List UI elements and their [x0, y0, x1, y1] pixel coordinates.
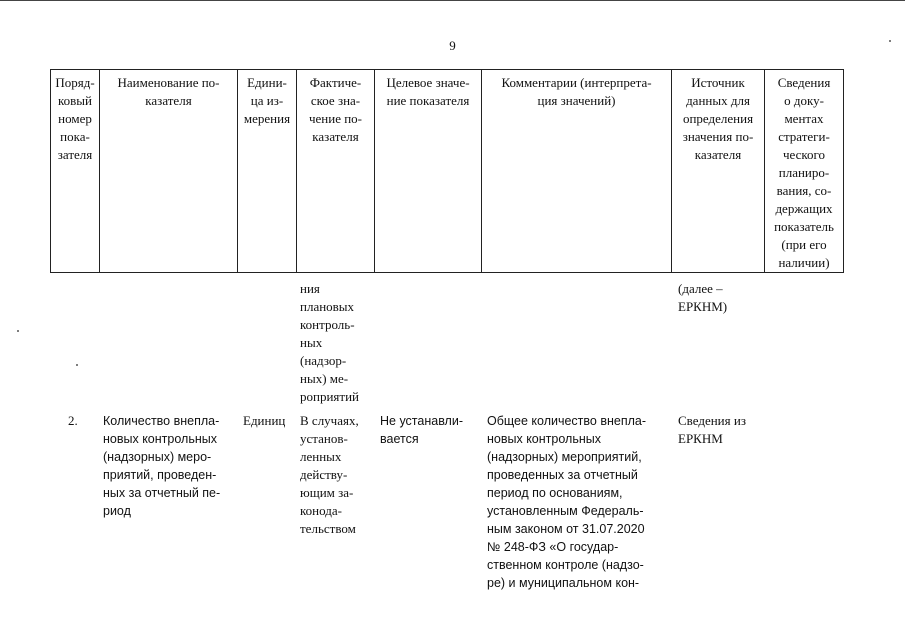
- top-scan-border: [0, 0, 905, 1]
- text-line: данных для: [686, 93, 750, 108]
- continuation-actual-value: [300, 280, 359, 406]
- text-line: Наименование по-: [117, 75, 220, 90]
- scan-speck: [889, 40, 891, 42]
- text-line: зателя: [57, 147, 93, 162]
- text-line: проведенных за отчетный: [487, 468, 638, 482]
- text-line: новых контрольных: [103, 432, 217, 446]
- text-line: ным законом от 31.07.2020: [487, 522, 645, 536]
- text-line: пока-: [60, 129, 90, 144]
- text-line: вается: [380, 432, 419, 446]
- text-line: (надзорных) мероприятий,: [487, 450, 642, 464]
- text-line: плановых: [300, 299, 355, 314]
- text-line: номер: [58, 111, 92, 126]
- text-line: мерения: [243, 111, 291, 126]
- text-line: контроль-: [300, 317, 355, 332]
- text-line: действу-: [300, 467, 348, 482]
- row-2-target-value: [380, 412, 463, 448]
- text-line: (надзор-: [300, 353, 347, 368]
- text-line: установ-: [300, 431, 348, 446]
- text-line: ментах: [784, 111, 824, 126]
- text-line: ющим за-: [300, 485, 354, 500]
- row-2-comment: [487, 412, 646, 592]
- text-line: ре) и муниципальном кон-: [487, 576, 640, 590]
- text-line: значения по-: [682, 129, 754, 144]
- text-line: казателя: [145, 93, 192, 108]
- page-number: 9: [449, 38, 456, 53]
- text-line: ЕРКНМ): [678, 299, 728, 314]
- header-col-comments: [482, 70, 672, 273]
- text-line: держащих: [775, 201, 833, 216]
- text-line: (при его: [781, 237, 827, 252]
- text-line: риод: [103, 504, 131, 518]
- text-line: Источник: [691, 75, 745, 90]
- text-line: о доку-: [784, 93, 824, 108]
- text-line: (надзорных) меро-: [103, 450, 212, 464]
- text-line: ние показателя: [386, 93, 470, 108]
- header-col-strategic-docs: [765, 70, 844, 273]
- text-line: ция значений): [537, 93, 616, 108]
- text-line: ковый: [58, 93, 92, 108]
- text-line: (далее –: [678, 281, 723, 296]
- text-line: Фактиче-: [309, 75, 362, 90]
- text-line: № 248-ФЗ «О государ-: [487, 540, 619, 554]
- text-line: Поряд-: [55, 75, 95, 90]
- text-line: Едини-: [247, 75, 287, 90]
- header-col-target-value: [375, 70, 482, 273]
- row-2-data-source: [678, 412, 746, 448]
- text-line: ческого: [782, 147, 826, 162]
- header-col-number: [51, 70, 100, 273]
- text-line: наличии): [778, 255, 830, 270]
- text-line: ных: [300, 335, 323, 350]
- text-line: приятий, проведен-: [103, 468, 217, 482]
- text-line: новых контрольных: [487, 432, 601, 446]
- row-2-actual-value: [300, 412, 359, 538]
- text-line: ния: [300, 281, 320, 296]
- scan-speck: [76, 364, 78, 366]
- text-line: конода-: [300, 503, 342, 518]
- text-line: период по основаниям,: [487, 486, 623, 500]
- header-col-name: [100, 70, 238, 273]
- text-line: Сведения: [777, 75, 831, 90]
- text-line: Не устанавли-: [380, 414, 463, 428]
- header-col-actual-value: [297, 70, 375, 273]
- text-line: ных за отчетный пе-: [103, 486, 221, 500]
- text-line: ца из-: [250, 93, 284, 108]
- text-line: ных) ме-: [300, 371, 349, 386]
- text-line: Количество внепла-: [103, 414, 220, 428]
- text-line: В случаях,: [300, 413, 359, 428]
- continuation-source: [678, 280, 727, 316]
- text-line: определения: [682, 111, 754, 126]
- text-line: чение по-: [308, 111, 363, 126]
- row-2-number: 2.: [68, 413, 78, 428]
- text-line: ственном контроле (надзо-: [487, 558, 644, 572]
- text-line: тельством: [300, 521, 356, 536]
- text-line: стратеги-: [778, 129, 830, 144]
- text-line: ЕРКНМ: [678, 431, 723, 446]
- text-line: установленным Федераль-: [487, 504, 644, 518]
- text-line: Сведения из: [678, 413, 746, 428]
- row-2-unit: Единиц: [243, 413, 286, 428]
- text-line: планиро-: [778, 165, 830, 180]
- scan-speck: [17, 330, 19, 332]
- text-line: казателя: [312, 129, 359, 144]
- header-col-data-source: [672, 70, 765, 273]
- text-line: Общее количество внепла-: [487, 414, 647, 428]
- text-line: вания, со-: [776, 183, 832, 198]
- header-col-unit: [238, 70, 297, 273]
- indicator-table-header: [50, 69, 844, 273]
- text-line: Комментарии (интерпрета-: [501, 75, 652, 90]
- text-line: роприятий: [300, 389, 359, 404]
- row-2-indicator-name: [103, 412, 220, 520]
- text-line: ленных: [300, 449, 342, 464]
- text-line: Целевое значе-: [386, 75, 470, 90]
- text-line: казателя: [694, 147, 742, 162]
- text-line: показатель: [774, 219, 834, 234]
- text-line: ское зна-: [310, 93, 361, 108]
